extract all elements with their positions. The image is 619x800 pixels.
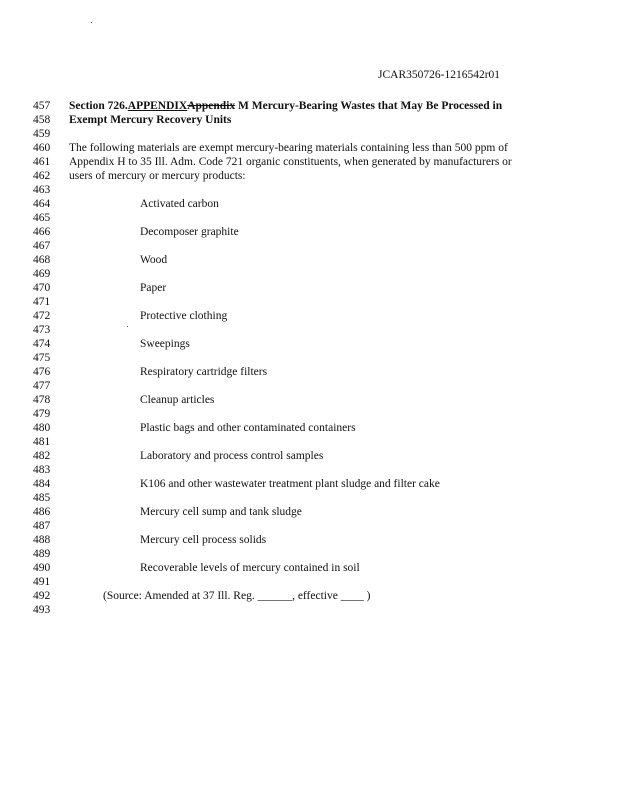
deleted-text: Appendix <box>187 100 236 112</box>
line-number: 462 <box>33 170 51 182</box>
list-item: Activated carbon <box>140 198 219 210</box>
list-item: Plastic bags and other contaminated containers <box>140 422 356 434</box>
line-number: 482 <box>33 450 51 462</box>
list-item: K106 and other wastewater treatment plant sludge and filter cake <box>140 478 440 490</box>
document-id: JCAR350726-1216542r01 <box>378 69 501 81</box>
line-number: 475 <box>33 352 51 364</box>
line-number: 460 <box>33 142 51 154</box>
line-number: 479 <box>33 408 51 420</box>
line-number: 464 <box>33 198 51 210</box>
line-number: 476 <box>33 366 51 378</box>
line-number: 458 <box>33 114 51 126</box>
inserted-text: APPENDIX <box>127 100 188 112</box>
stray-mark <box>91 22 92 23</box>
list-item: Recoverable levels of mercury contained in soil <box>140 562 360 574</box>
section-label: Section 726. <box>69 100 128 112</box>
list-item: Protective clothing <box>140 310 228 322</box>
line-number: 488 <box>33 534 51 546</box>
line-number: 470 <box>33 282 51 294</box>
line-number: 490 <box>33 562 51 574</box>
list-item: Sweepings <box>140 338 190 350</box>
line-number: 478 <box>33 394 51 406</box>
line-number: 489 <box>33 548 51 560</box>
stray-mark <box>127 326 128 327</box>
line-number: 473 <box>33 324 51 336</box>
line-number: 480 <box>33 422 51 434</box>
line-number: 471 <box>33 296 51 308</box>
list-item: Decomposer graphite <box>140 226 239 238</box>
list-item: Mercury cell sump and tank sludge <box>140 506 302 518</box>
intro-line: users of mercury or mercury products: <box>69 170 246 182</box>
line-number: 465 <box>33 212 51 224</box>
line-number: 463 <box>33 184 51 196</box>
line-number: 487 <box>33 520 51 532</box>
line-number: 493 <box>33 604 51 616</box>
line-number: 485 <box>33 492 51 504</box>
line-number: 461 <box>33 156 51 168</box>
intro-line: The following materials are exempt mercury-bearing materials containing less than 500 ppm of <box>69 142 508 154</box>
line-number: 466 <box>33 226 51 238</box>
heading-title: M Mercury-Bearing Wastes that May Be Processed in <box>235 100 503 112</box>
line-number: 468 <box>33 254 51 266</box>
line-number: 477 <box>33 380 51 392</box>
line-number: 481 <box>33 436 51 448</box>
intro-line: Appendix H to 35 Ill. Adm. Code 721 organic constituents, when generated by manufacturers or <box>69 156 512 168</box>
source-note: (Source: Amended at 37 Ill. Reg. ______, effective ____ ) <box>103 590 371 602</box>
line-number: 469 <box>33 268 51 280</box>
line-number: 484 <box>33 478 51 490</box>
line-number: 459 <box>33 128 51 140</box>
list-item: Wood <box>140 254 168 266</box>
line-number: 486 <box>33 506 51 518</box>
line-number: 467 <box>33 240 51 252</box>
line-number: 491 <box>33 576 51 588</box>
line-number: 492 <box>33 590 51 602</box>
list-item: Paper <box>140 282 167 294</box>
list-item: Respiratory cartridge filters <box>140 366 268 378</box>
line-number: 474 <box>33 338 51 350</box>
section-heading-line2: Exempt Mercury Recovery Units <box>69 114 232 126</box>
list-item: Cleanup articles <box>140 394 215 406</box>
line-number: 483 <box>33 464 51 476</box>
list-item: Mercury cell process solids <box>140 534 267 546</box>
section-heading-line1 <box>69 99 502 113</box>
line-number: 457 <box>33 100 51 112</box>
list-item: Laboratory and process control samples <box>140 450 324 462</box>
line-number: 472 <box>33 310 51 322</box>
